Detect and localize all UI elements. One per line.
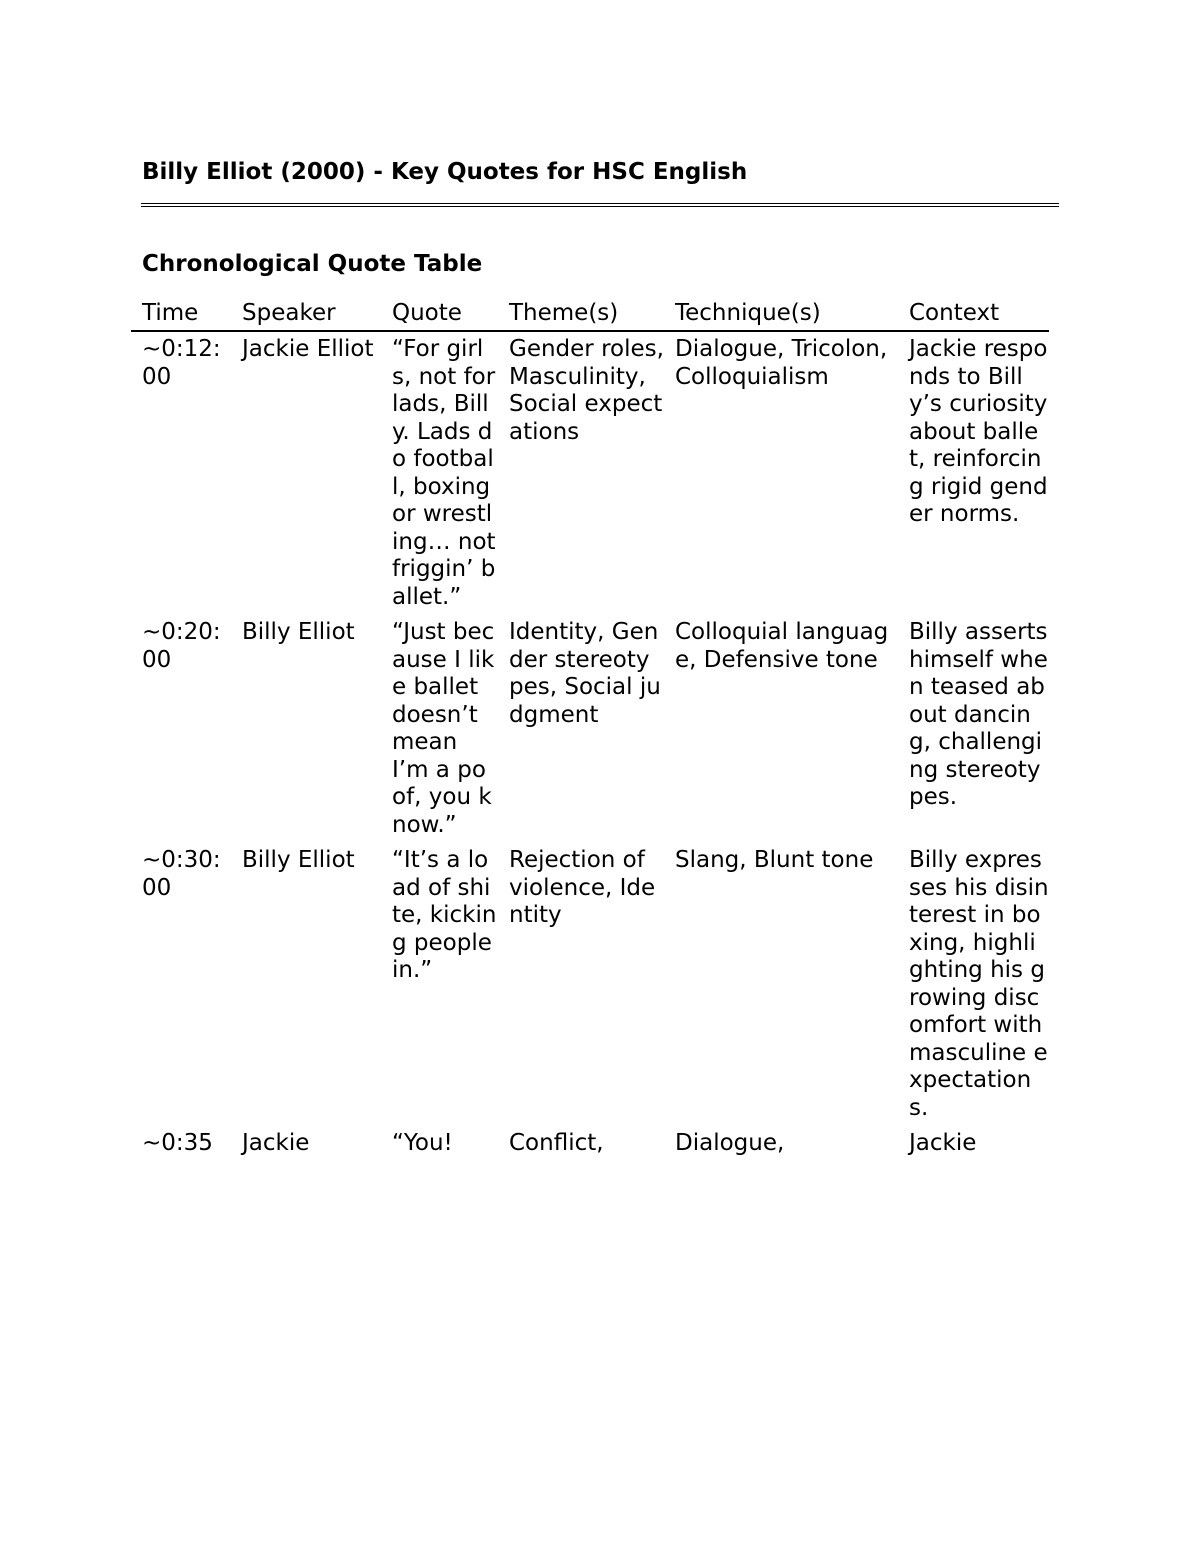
- cell-context: Jackie responds to Billy’s curiosity about ballet, reinforcing rigid gender norms.: [909, 336, 1048, 527]
- cell-techniques: Colloquial language, Defensive tone: [675, 619, 889, 673]
- table-row: [131, 615, 1049, 843]
- column-header-context: Context: [898, 298, 1049, 331]
- cell-themes: Gender roles, Masculinity, Social expectations: [509, 336, 664, 445]
- cell-context: Billy asserts himself when teased about dancing, challenging stereotypes.: [909, 619, 1048, 810]
- cell-techniques: Dialogue, Tricolon, Colloquialism: [675, 336, 888, 390]
- cell-quote: “It’s a load of shite, kicking people in.”: [392, 847, 497, 983]
- title-divider: [141, 203, 1059, 207]
- table-header-row: [131, 298, 1049, 331]
- cell-techniques: Dialogue,: [675, 1130, 785, 1156]
- section-heading: Chronological Quote Table: [142, 251, 483, 277]
- cell-time: ~0:35: [142, 1130, 213, 1156]
- column-header-techniques: Technique(s): [664, 298, 898, 331]
- cell-speaker: Billy Elliot: [242, 847, 355, 873]
- cell-themes: Identity, Gender stereotypes, Social judgment: [509, 619, 661, 728]
- cell-context: Billy expresses his disinterest in boxing, highlighting his growing discomfort with masculine expectations.: [909, 847, 1049, 1121]
- column-header-time: Time: [131, 298, 231, 331]
- cell-techniques: Slang, Blunt tone: [675, 847, 874, 873]
- cell-context: Jackie: [909, 1130, 977, 1156]
- column-header-quote: Quote: [381, 298, 498, 331]
- cell-speaker: Billy Elliot: [242, 619, 355, 645]
- table-row: [131, 843, 1049, 1126]
- table-row: [131, 1126, 1049, 1162]
- cell-time: ~0:12:00: [142, 336, 221, 390]
- column-header-speaker: Speaker: [231, 298, 381, 331]
- cell-themes: Conflict,: [509, 1130, 604, 1156]
- cell-quote: “You!: [392, 1130, 453, 1156]
- cell-time: ~0:20:00: [142, 619, 221, 673]
- cell-speaker: Jackie: [242, 1130, 310, 1156]
- cell-time: ~0:30:00: [142, 847, 221, 901]
- page-title: Billy Elliot (2000) - Key Quotes for HSC English: [142, 159, 748, 185]
- cell-quote: “For girls, not for lads, Billy. Lads do football, boxing or wrestling… not friggin’ ballet.”: [392, 336, 496, 610]
- table-row: [131, 331, 1049, 615]
- quote-table: [131, 298, 1049, 1162]
- column-header-themes: Theme(s): [498, 298, 664, 331]
- cell-quote: “Just because I like ballet doesn’t mean I’m a poof, you know.”: [392, 619, 495, 838]
- cell-themes: Rejection of violence, Identity: [509, 847, 656, 928]
- cell-speaker: Jackie Elliot: [242, 336, 374, 362]
